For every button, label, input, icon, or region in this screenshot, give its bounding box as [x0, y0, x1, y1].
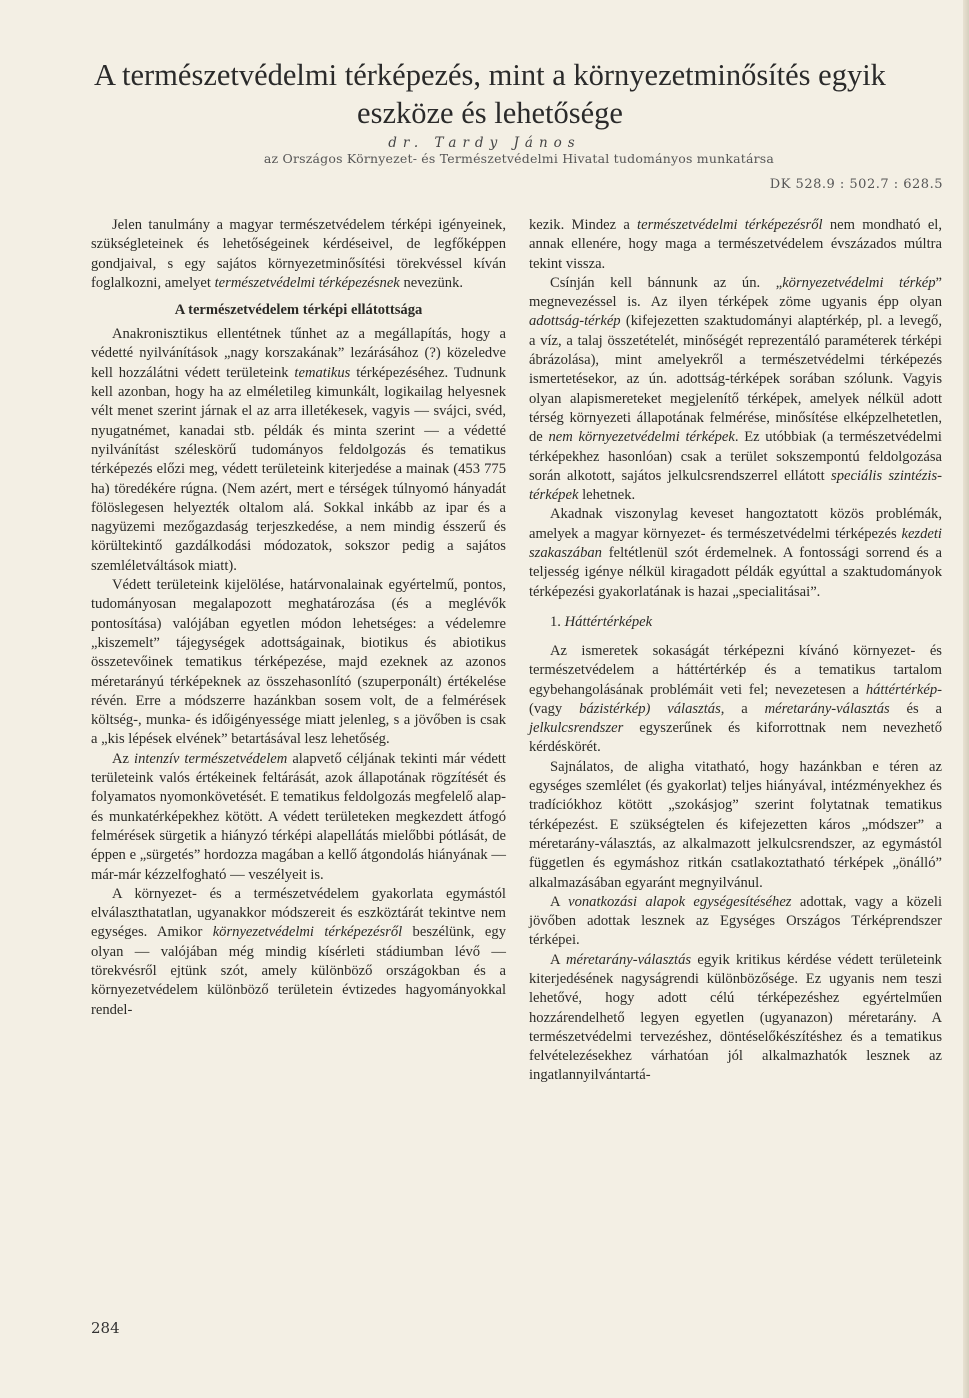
paragraph: Védett területeink kijelölése, határvonalainak egyértelmű, pontos, tudományosan megalapozott meghatározása (és a meglévők pontosítása) valójában egyetlen módon lehetséges: a védelemre „kiszemelt” tájegységek adottságainak, biotikus és abiotikus összetevőinek tematikus térképezése, majd ezeknek az azonos méretarányú térképeknek az összehasonlító (szuperponált) értékelése révén. Erre a módszerre hazánkban sosem volt, de a felmérések költség-, munka- és időigényessége miatt jelenleg, s a jövőben is csak a „kis lépések elvének” betartásával lesz lehetőség. — [91, 577, 506, 748]
paragraph: Jelen tanulmány a magyar természetvédelem térképi igényeinek, szükségleteinek és lehetőségeinek kérdéseivel, de legfőképpen gondjaival, s egy sajátos környezetminősítési törekvéssel kíván foglalkozni, amelyet természetvédelmi térképezésnek nevezünk. — [91, 217, 506, 291]
subsection-heading: 1. Háttértérképek — [550, 613, 653, 630]
left-column — [91, 216, 506, 1020]
author-name: dr. Tardy János — [388, 135, 581, 151]
paragraph: Az intenzív természetvédelem alapvető céljának tekinti már védett területeink valós értékeinek feltárását, azok állapotának rögzítését és folyamatos nyomonkövetését. E tematikus feldolgozás megfelelő alap- és munkatérképekhez kötött. A védett területeken megkezdett átfogó felmérések sürgetik a hiányzó térképi alapellátás mielőbbi pótlását, de éppen e „sürgetés” hordozza magában a kellő átgondolás hiányának — már-már kézzelfogható — veszélyeit is. — [91, 750, 506, 883]
paragraph: A vonatkozási alapok egységesítéséhez adottak, vagy a közeli jövőben adottak lesznek az Egységes Országos Térképrendszer térképei. — [529, 893, 942, 949]
paragraph: Akadnak viszonylag keveset hangoztatott közös problémák, amelyek a magyar környezet- és természetvédelmi térképezés kezdeti szakaszában feltétlenül szót érdemelnek. A fontossági sorrend és a teljesség igénye nélkül kiragadott példák egyúttal a szaktudományok térképezési gyakorlatának is hazai „specialitásai”. — [529, 506, 942, 600]
author-affiliation: az Országos Környezet- és Természetvédelmi Hivatal tudományos munkatársa — [263, 151, 775, 166]
article-title: A természetvédelmi térképezés, mint a környezetminősítés egyik eszköze és lehetősége — [94, 58, 886, 130]
section-heading: A természetvédelem térképi ellátottsága — [174, 302, 423, 319]
paragraph: Anakronisztikus ellentétnek tűnhet az a megállapítás, hogy a védetté nyilvánítások „nagy korszakának” lezárásához (?) közeledve kell hozzálátni védett területeink tematikus térképezéséhez. Tudnunk kell azonban, hogy ha az elméletileg kimunkált, logikailag helyesnek vélt menet szerint járnak el az arra illetékesek, vagyis — svájci, svéd, nyugatnémet, kanadai stb. példák és minta szerint — a védetté nyilvánítást széleskörű tudományos feldolgozás és tematikus térképezés előzi meg, védett területeink kiterjedése a mainak (453 775 ha) töredékére rúgna. (Nem azért, mert e térségek túlnyomó hányadát fölöslegesen helyezték oltalom alá. Sokkal inkább az ipar és a nagyüzemi mezőgazdaság terjeszkedése, a nem mindig ésszerű és körültekintő gazdálkodási módozatok, sokszor pedig a sajátos szemléletváltások miatt). — [91, 326, 506, 574]
udc-classification: DK 528.9 : 502.7 : 628.5 — [769, 177, 943, 192]
page-edge — [963, 0, 969, 1398]
paragraph: kezik. Mindez a természetvédelmi térképezésről nem mondható el, annak ellenére, hogy maga a természetvédelem évszázados múltra tekint vissza. — [529, 217, 942, 272]
paragraph: A környezet- és a természetvédelem gyakorlata egymástól elválaszthatatlan, ugyanakkor módszereit és eszköztárát tekintve nem egységes. Amikor környezetvédelmi térképezésről beszélünk, egy olyan — valójában még mindig kísérleti stádiumban lévő — törekvésről ejtünk szót, amely különböző országokban és a környezetvédelem különböző területein évtizedes hagyományokkal rendel- — [91, 885, 506, 1018]
paragraph: Sajnálatos, de aligha vitatható, hogy hazánkban e téren az egységes szemlélet (és gyakorlat) teljes hiányával, intézményekhez és tradíciókhoz kötött „szokásjog” szerint folytatnak tematikus térképezést. E szükségtelen és kifejezetten káros „módszer” a méretarány-választás, az alkalmazott jelkulcsrendszer, az egymástól független és egymáshoz ritkán csatlakoztatható térképek „önálló” alkalmazásában egyaránt megnyilvánul. — [529, 758, 942, 891]
page-number: 284 — [91, 1319, 120, 1337]
paragraph: A méretarány-választás egyik kritikus kérdése védett területeink kiterjedésének nagyságrendi különbözősége. Ez ugyanis nem teszi lehetővé, hogy adott célú térképezéshez egyértelműen hozzárendelhető legyen egyetlen (ugyanazon) méretarány. A természetvédelmi tervezéshez, döntéselőkészítéshez és a tematikus felvételezésekhez várhatóan jól alkalmazhatók lesznek az ingatlannyilvántartá- — [529, 951, 942, 1084]
paragraph: Az ismeretek sokaságát térképezni kívánó környezet- és természetvédelem a háttértérkép és a tematikus tartalom egybehangolásának problémáit veti fel; nevezetesen a háttértérkép- (vagy bázistérkép) választás, a méretarány-választás és a jelkulcsrendszer egyszerűnek és kiforrottnak nem nevezhető kérdéskörét. — [529, 642, 942, 756]
right-column — [529, 216, 942, 1086]
paragraph: Csínján kell bánnunk az ún. „környezetvédelmi térkép” megnevezéssel is. Az ilyen térképek zöme ugyanis épp olyan adottság-térkép (kifejezetten szaktudományi alaptérkép, pl. a levegő, a víz, a talaj összetételét, minőségét reprezentáló paraméterek térképi ábrázolása), mint amelyekről a természetvédelmi térképezés ismertetésekor, az ún. adottság-térképek sorában szólunk. Vagyis olyan alapismereteket megjelenítő térképek, amelyek nélkül adott térség környezeti állapotának felmérése, minősítése elképzelhetetlen, de nem környezetvédelmi térképek. Ez utóbbiak (a természetvédelmi térképekhez hasonlóan) csak a terület sokszempontú feldolgozása során alkotott, sajátos jelkulcsrendszerrel ellátott speciális szintézis-térképek lehetnek. — [529, 274, 943, 504]
